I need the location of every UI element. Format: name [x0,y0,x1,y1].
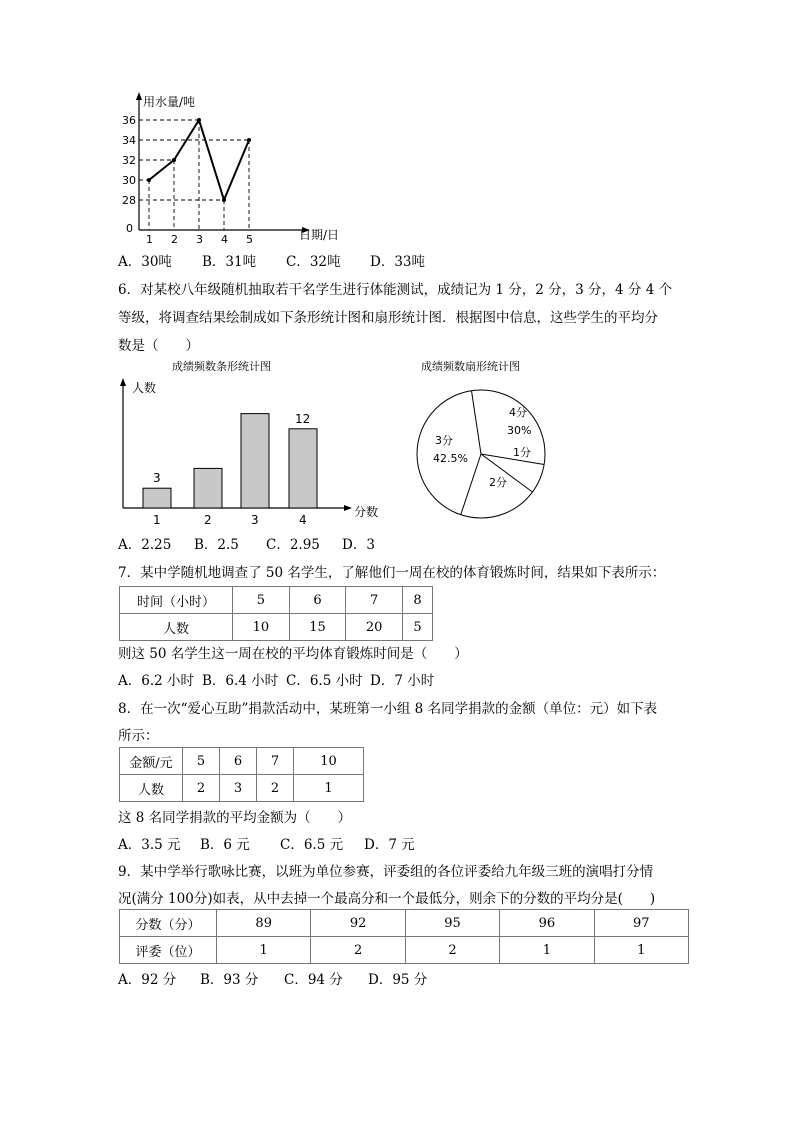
table-cell: 7 [257,748,294,775]
q5-option-b[interactable]: B．31吨 [202,254,257,270]
q9-option-d[interactable]: D．95 分 [368,972,428,988]
q8-option-c[interactable]: C．6.5 元 [280,837,344,853]
bar-y-axis-label: 人数 [132,381,157,395]
data-point [197,118,201,122]
q6-options [118,533,375,553]
bar [289,429,317,508]
table-cell: 15 [289,614,346,641]
table-cell: 2 [311,937,405,964]
table-cell: 2 [405,937,499,964]
q6-line-2: 等级，将调查结果绘制成如下条形统计图和扇形统计图．根据图中信息，这些学生的平均分 [118,310,658,326]
x-tick-label: 1 [146,233,153,246]
q8-line-1: 8．在一次“爱心互助”捐款活动中，某班第一小组 8 名同学捐款的金额（单位：元）如下表 [118,701,658,717]
data-point [247,138,251,142]
table-cell: 1 [217,937,311,964]
y-tick-label: 34 [122,134,136,147]
score-pie-chart [405,356,595,536]
x-axis-label: 日期/日 [299,228,340,242]
pie-chart-title: 成绩频数扇形统计图 [421,360,520,373]
x-tick-label: 2 [171,233,178,246]
table-cell: 10 [294,748,364,775]
q8-option-b[interactable]: B．6 元 [200,837,250,853]
table-row [120,748,364,775]
table-cell: 6 [220,748,257,775]
bar-y-axis-arrow [120,378,126,386]
bar [194,468,222,508]
table-cell: 97 [594,910,688,937]
q9-option-b[interactable]: B．93 分 [200,972,259,988]
x-tick-label: 3 [251,513,259,527]
q7-after-text: 则这 50 名学生这一周在校的平均体育锻炼时间是（ ） [118,646,468,662]
x-tick-label: 5 [246,233,253,246]
pie-slice-percent: 42.5% [433,452,468,465]
q8-after-text: 这 8 名同学捐款的平均金额为（ ） [118,810,352,826]
x-tick-label: 4 [299,513,307,527]
y-axis-label: 用水量/吨 [143,95,196,109]
data-point [222,198,226,202]
q7-option-b[interactable]: B．6.4 小时 [202,673,279,689]
q6-line-3: 数是（ ） [118,338,199,354]
table-cell: 分数（分） [120,910,217,937]
bar-x-axis-arrow [344,505,352,511]
x-tick-label: 3 [196,233,203,246]
table-cell: 20 [346,614,403,641]
q8-table [119,747,364,802]
table-cell: 10 [233,614,290,641]
q6-option-b[interactable]: B．2.5 [194,537,239,553]
x-tick-label: 1 [153,513,161,527]
q8-option-d[interactable]: D．7 元 [364,837,415,853]
table-cell: 1 [294,775,364,802]
bar-data-label: 3 [153,471,161,486]
q5-option-d[interactable]: D．33吨 [370,254,426,270]
pie-slice-label: 4分 [509,406,527,419]
table-cell: 2 [183,775,220,802]
y-tick-label: 36 [122,114,136,127]
q9-line-1: 9．某中学举行歌咏比赛，以班为单位参赛，评委组的各位评委给九年级三班的演唱打分情 [118,864,654,880]
pie-slice-label: 2分 [489,476,507,489]
table-cell: 6 [289,587,346,614]
table-cell: 评委（位） [120,937,217,964]
q9-option-c[interactable]: C．94 分 [284,972,343,988]
data-point [172,158,176,162]
q7-table [119,586,433,641]
pie-slice-label: 3分 [435,434,453,447]
bar-chart-title: 成绩频数条形统计图 [172,360,271,373]
origin-label: 0 [126,222,133,235]
q6-option-a[interactable]: A．2.25 [118,537,172,553]
table-cell: 时间（小时） [120,587,233,614]
table-cell: 人数 [120,614,233,641]
y-tick-label: 30 [122,174,136,187]
y-axis-arrow [136,92,142,100]
table-row [120,775,364,802]
bar-data-label: 12 [295,411,311,426]
q5-options [118,250,425,270]
table-cell: 8 [403,587,433,614]
table-cell: 96 [500,910,594,937]
q7-text: 7．某中学随机地调查了 50 名学生，了解他们一周在校的体育锻炼时间，结果如下表所示： [118,565,666,581]
table-cell: 89 [217,910,311,937]
table-cell: 95 [405,910,499,937]
q9-options [118,968,427,988]
q6-option-d[interactable]: D．3 [342,537,375,553]
q6-line-1: 6．对某校八年级随机抽取若干名学生进行体能测试，成绩记为 1 分，2 分，3 分，4 分 4 个 [118,282,673,298]
bar-x-axis-label: 分数 [354,505,379,519]
table-row [120,910,689,937]
q7-option-d[interactable]: D．7 小时 [370,673,435,689]
table-cell: 3 [220,775,257,802]
x-tick-label: 2 [204,513,212,527]
table-cell: 5 [233,587,290,614]
q7-options [118,669,434,689]
q5-option-a[interactable]: A．30吨 [118,254,172,270]
table-cell: 金额/元 [120,748,183,775]
score-bar-chart [110,356,390,536]
table-cell: 5 [183,748,220,775]
q7-option-c[interactable]: C．6.5 小时 [286,673,363,689]
table-cell: 2 [257,775,294,802]
table-cell: 92 [311,910,405,937]
table-cell: 5 [403,614,433,641]
table-row [120,587,433,614]
bar [241,414,269,508]
table-cell: 人数 [120,775,183,802]
q9-table [119,909,689,964]
data-point [147,178,151,182]
bar [143,488,171,508]
q5-option-c[interactable]: C．32吨 [286,254,341,270]
q9-option-a[interactable]: A．92 分 [118,972,177,988]
table-row [120,937,689,964]
q9-line-2: 况(满分 100分)如表，从中去掉一个最高分和一个最低分，则余下的分数的平均分是( ) [118,891,656,907]
q8-line-2: 所示： [118,728,159,744]
pie-slice-percent: 30% [507,424,532,437]
q6-option-c[interactable]: C．2.95 [266,537,320,553]
y-tick-label: 28 [122,194,136,207]
q8-option-a[interactable]: A．3.5 元 [118,837,181,853]
pie-slice-label: 1分 [513,446,531,459]
q7-option-a[interactable]: A．6.2 小时 [118,673,195,689]
table-cell: 1 [500,937,594,964]
table-cell: 7 [346,587,403,614]
q8-options [118,833,415,853]
table-row [120,614,433,641]
table-cell: 1 [594,937,688,964]
x-tick-label: 4 [221,233,228,246]
water-usage-line-chart [110,90,470,246]
y-tick-label: 32 [122,154,136,167]
